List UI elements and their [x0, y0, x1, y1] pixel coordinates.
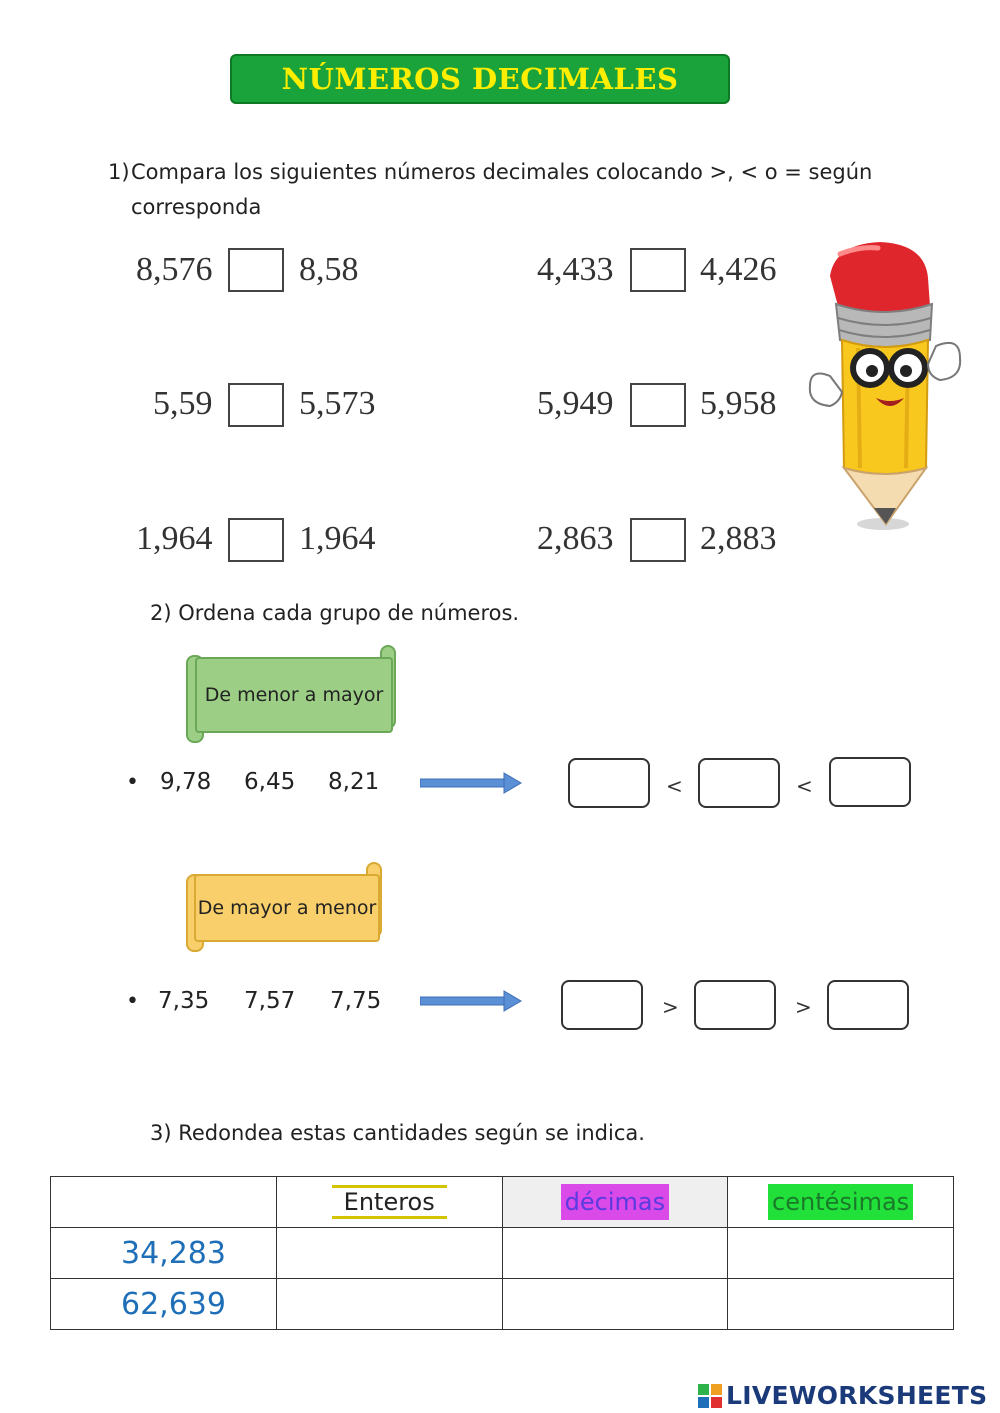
order-descending-box-1[interactable] [561, 980, 643, 1030]
header-decimas [502, 1177, 728, 1228]
liveworksheets-logo-icon [698, 1384, 722, 1408]
section3-instruction: 3) Redondea estas cantidades según se indica. [150, 1121, 645, 1145]
less-than-sign-1: < [666, 774, 683, 798]
rounding-table [50, 1176, 954, 1330]
label-scroll-ascending [195, 657, 393, 733]
compare-left-4: 5,949 [537, 385, 614, 422]
page-title: NÚMEROS DECIMALES [281, 62, 679, 96]
right-arrow-icon [420, 990, 522, 1012]
order-ascending-box-3[interactable] [829, 757, 911, 807]
compare-answer-box-2[interactable] [630, 248, 686, 292]
answer-cell-enteros-2[interactable] [276, 1279, 502, 1330]
compare-answer-box-3[interactable] [228, 383, 284, 427]
sequence-1-number-2: 6,45 [244, 769, 296, 795]
header-enteros [276, 1177, 502, 1228]
order-descending-box-2[interactable] [694, 980, 776, 1030]
liveworksheets-logo [698, 1381, 987, 1410]
greater-than-sign-1: > [662, 995, 679, 1019]
compare-right-2: 4,426 [700, 251, 777, 288]
pencil-mascot-illustration [800, 236, 965, 536]
right-arrow-icon [420, 772, 522, 794]
order-descending-box-3[interactable] [827, 980, 909, 1030]
compare-left-6: 2,863 [537, 520, 614, 557]
label-scroll-descending [194, 874, 380, 942]
row-value-2: 62,639 [51, 1279, 277, 1330]
sequence-2-number-2: 7,57 [244, 988, 296, 1014]
header-enteros-label: Enteros [332, 1185, 447, 1219]
answer-cell-decimas-1[interactable] [502, 1228, 728, 1279]
header-decimas-label: décimas [561, 1184, 669, 1220]
compare-right-4: 5,958 [700, 385, 777, 422]
section1-instruction-line2: corresponda [131, 195, 262, 219]
compare-left-5: 1,964 [136, 520, 213, 557]
title-banner [230, 54, 730, 104]
sequence-1-number-3: 8,21 [328, 769, 380, 795]
header-empty-cell [51, 1177, 277, 1228]
table-row [51, 1279, 954, 1330]
header-centesimas-label: centésimas [768, 1184, 913, 1220]
compare-answer-box-5[interactable] [228, 518, 284, 562]
answer-cell-enteros-1[interactable] [276, 1228, 502, 1279]
table-header-row [51, 1177, 954, 1228]
compare-right-6: 2,883 [700, 520, 777, 557]
compare-answer-box-4[interactable] [630, 383, 686, 427]
compare-answer-box-6[interactable] [630, 518, 686, 562]
header-centesimas [728, 1177, 954, 1228]
compare-right-5: 1,964 [299, 520, 376, 557]
table-row [51, 1228, 954, 1279]
greater-than-sign-2: > [795, 995, 812, 1019]
compare-answer-box-1[interactable] [228, 248, 284, 292]
bullet-2: • [126, 989, 139, 1014]
row-value-1: 34,283 [51, 1228, 277, 1279]
order-ascending-box-1[interactable] [568, 758, 650, 808]
compare-left-3: 5,59 [153, 385, 213, 422]
sequence-1-number-1: 9,78 [160, 769, 212, 795]
compare-right-3: 5,573 [299, 385, 376, 422]
label-descending-text: De mayor a menor [197, 897, 377, 919]
section1-number: 1) [108, 160, 130, 184]
section1-instruction-line1: Compara los siguientes números decimales colocando >, < o = según [131, 160, 873, 184]
bullet-1: • [126, 770, 139, 795]
compare-right-1: 8,58 [299, 251, 359, 288]
section2-instruction: 2) Ordena cada grupo de números. [150, 601, 520, 625]
sequence-2-number-3: 7,75 [330, 988, 382, 1014]
answer-cell-centesimas-1[interactable] [728, 1228, 954, 1279]
answer-cell-centesimas-2[interactable] [728, 1279, 954, 1330]
less-than-sign-2: < [796, 774, 813, 798]
sequence-2-number-1: 7,35 [158, 988, 210, 1014]
compare-left-1: 8,576 [136, 251, 213, 288]
liveworksheets-logo-text: LIVEWORKSHEETS [726, 1381, 988, 1410]
order-ascending-box-2[interactable] [698, 758, 780, 808]
compare-left-2: 4,433 [537, 251, 614, 288]
answer-cell-decimas-2[interactable] [502, 1279, 728, 1330]
label-ascending-text: De menor a mayor [204, 684, 384, 706]
